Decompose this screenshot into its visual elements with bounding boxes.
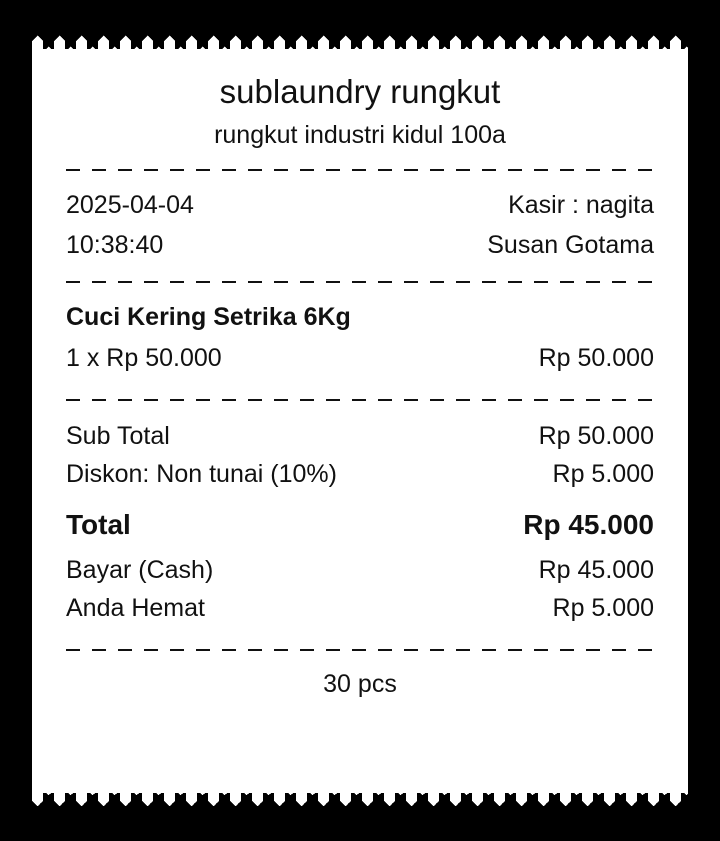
- divider-4: [66, 649, 654, 651]
- payment-value: Rp 45.000: [538, 556, 654, 584]
- discount-label: Diskon: Non tunai (10%): [66, 460, 337, 488]
- summary-row-subtotal: [66, 417, 654, 455]
- meta-row-time: [66, 225, 654, 265]
- savings-value: Rp 5.000: [552, 594, 654, 622]
- spacer-footer: [66, 627, 654, 633]
- cashier-label: Kasir : nagita: [508, 191, 654, 219]
- receipt-items: [66, 297, 654, 377]
- divider-3: [66, 399, 654, 401]
- torn-edge-bottom: [32, 793, 688, 809]
- payment-row-cash: [66, 551, 654, 589]
- item-detail-row: [66, 339, 654, 377]
- divider-1: [66, 169, 654, 171]
- payment-row-savings: [66, 589, 654, 627]
- item-row: [66, 297, 654, 377]
- spacer-items: [66, 377, 654, 383]
- receipt-footer: 30 pcs: [323, 670, 397, 698]
- item-name: Cuci Kering Setrika 6Kg: [66, 303, 351, 331]
- shop-address: rungkut industri kidul 100a: [214, 121, 506, 149]
- receipt-header: [66, 51, 654, 153]
- subtotal-label: Sub Total: [66, 422, 170, 450]
- item-amount: Rp 50.000: [538, 344, 654, 372]
- receipt-meta: [66, 185, 654, 265]
- receipt-payments: [66, 551, 654, 627]
- summary-row-discount: [66, 455, 654, 493]
- total-label: Total: [66, 509, 131, 540]
- torn-edge-top: [32, 33, 688, 49]
- transaction-time: 10:38:40: [66, 231, 164, 259]
- shop-name: sublaundry rungkut: [219, 73, 501, 110]
- cashier-name: Susan Gotama: [487, 231, 654, 259]
- total-row: [66, 501, 654, 549]
- item-qty-price: 1 x Rp 50.000: [66, 344, 222, 372]
- receipt-paper: [32, 33, 688, 809]
- payment-label: Bayar (Cash): [66, 556, 214, 584]
- transaction-date: 2025-04-04: [66, 191, 194, 219]
- divider-2: [66, 281, 654, 283]
- total-value: Rp 45.000: [523, 509, 654, 540]
- savings-label: Anda Hemat: [66, 594, 205, 622]
- meta-row-date: [66, 185, 654, 225]
- receipt-summary: [66, 417, 654, 493]
- discount-value: Rp 5.000: [552, 460, 654, 488]
- subtotal-value: Rp 50.000: [538, 422, 654, 450]
